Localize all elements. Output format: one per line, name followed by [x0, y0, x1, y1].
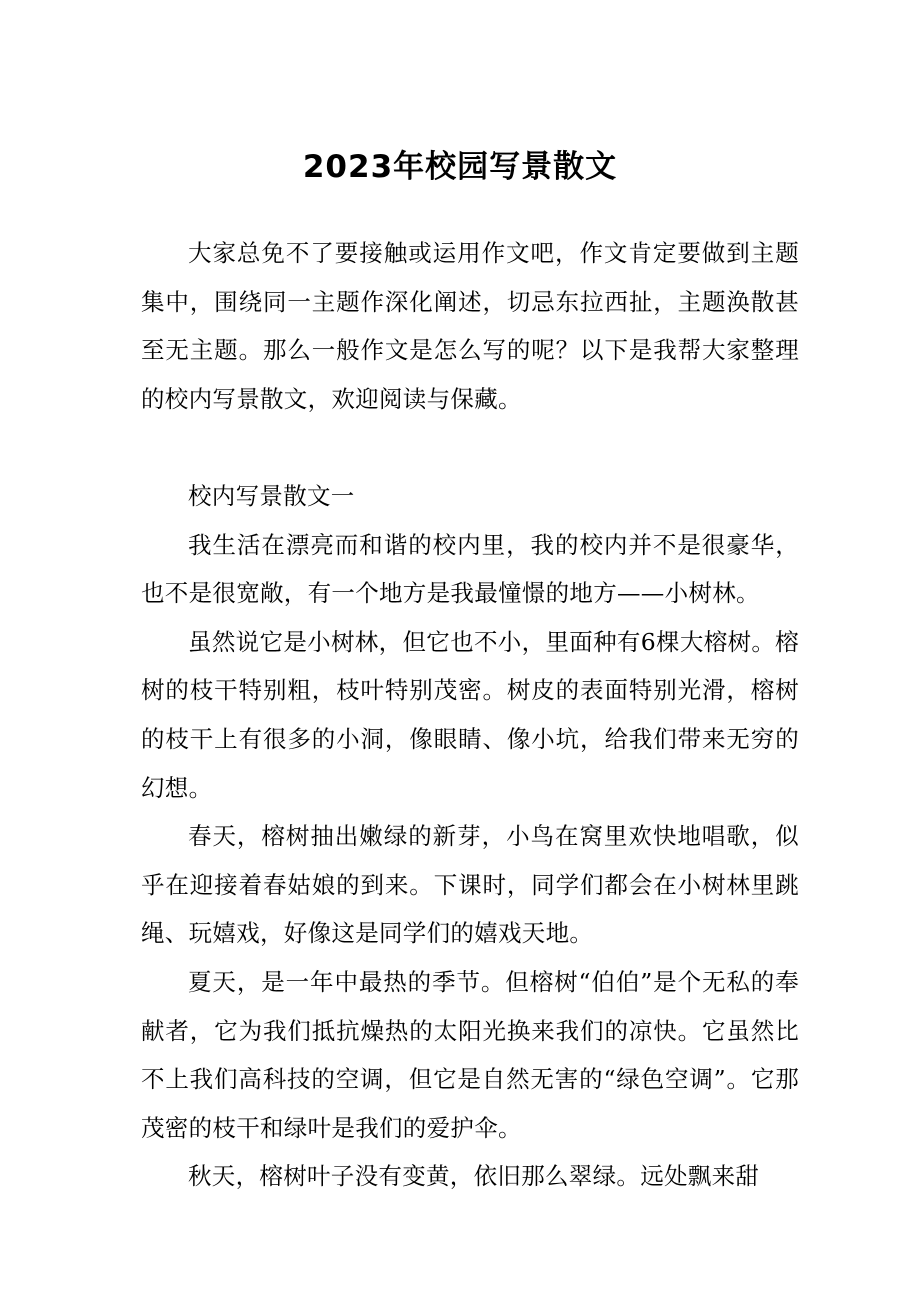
body-paragraph: 虽然说它是小树林，但它也不小，里面种有6棵大榕树。榕树的枝干特别粗，枝叶特别茂密。树皮的表面特别光滑，榕树的枝干上有很多的小洞，像眼睛、像小坑，给我们带来无穷的幻想。: [141, 627, 799, 802]
section-heading: 校内写景散文一: [188, 481, 355, 510]
intro-paragraph: 大家总免不了要接触或运用作文吧，作文肯定要做到主题集中，围绕同一主题作深化阐述，切忌东拉西扯，主题涣散甚至无主题。那么一般作文是怎么写的呢？以下是我帮大家整理的校内写景散文，欢迎阅读与保藏。: [141, 239, 799, 413]
blank-line: [141, 423, 799, 472]
document-body: [141, 229, 799, 1201]
document-title: 2023年校园写景散文: [302, 149, 618, 185]
body-paragraph: 夏天，是一年中最热的季节。但榕树“伯伯”是个无私的奉献者，它为我们抵抗燥热的太阳光换来我们的凉快。它虽然比不上我们高科技的空调，但它是自然无害的“绿色空调”。它那茂密的枝干和绿叶是我们的爱护伞。: [141, 967, 799, 1142]
body-paragraph: 我生活在漂亮而和谐的校内里，我的校内并不是很豪华，也不是很宽敞，有一个地方是我最憧憬的地方——小树林。: [141, 530, 799, 608]
body-paragraph: 秋天，榕树叶子没有变黄，依旧那么翠绿。远处飘来甜: [188, 1162, 760, 1191]
body-paragraph: 春天，榕树抽出嫩绿的新芽，小鸟在窝里欢快地唱歌，似乎在迎接着春姑娘的到来。下课时，同学们都会在小树林里跳绳、玩嬉戏，好像这是同学们的嬉戏天地。: [141, 822, 799, 948]
